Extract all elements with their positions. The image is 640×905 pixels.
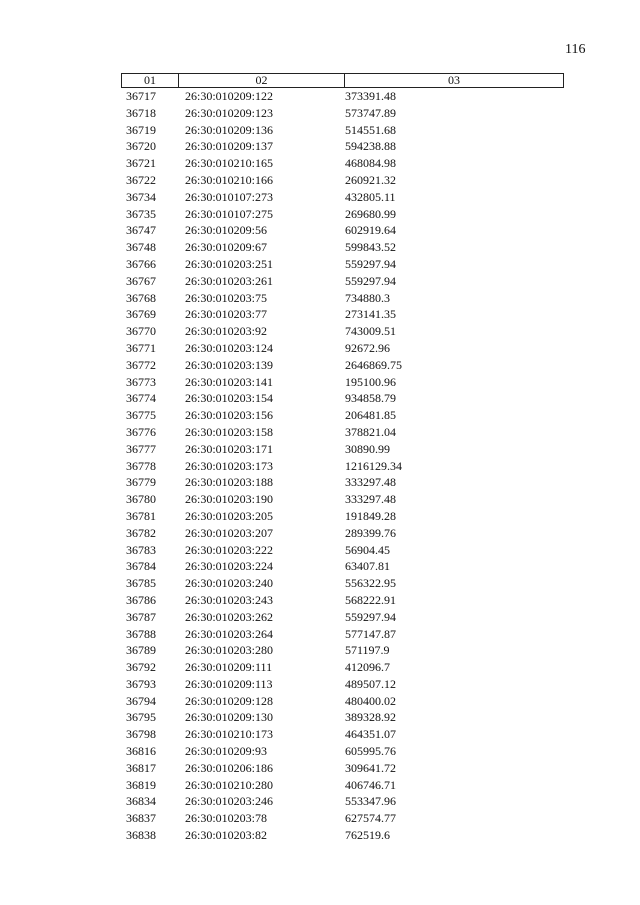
row-number-cell: 36777 xyxy=(126,441,156,456)
cadastral-number-cell: 26:30:010107:275 xyxy=(185,206,274,221)
cadastral-number-cell: 26:30:010206:186 xyxy=(185,760,274,775)
table-row xyxy=(121,458,564,475)
row-number-cell: 36772 xyxy=(126,357,156,372)
cadastral-number-cell: 26:30:010203:78 xyxy=(185,811,268,826)
table-row xyxy=(121,357,564,374)
value-cell: 92672.96 xyxy=(345,340,390,355)
row-number-cell: 36787 xyxy=(126,609,156,624)
cadastral-number-cell: 26:30:010203:262 xyxy=(185,609,274,624)
cadastral-number-cell: 26:30:010203:188 xyxy=(185,475,274,490)
row-number-cell: 36783 xyxy=(126,542,156,557)
table-row xyxy=(121,827,564,844)
cadastral-number-cell: 26:30:010203:139 xyxy=(185,357,274,372)
row-number-cell: 36769 xyxy=(126,307,156,322)
table-row xyxy=(121,508,564,525)
value-cell: 480400.02 xyxy=(345,693,396,708)
value-cell: 309641.72 xyxy=(345,760,396,775)
value-cell: 273141.35 xyxy=(345,307,396,322)
cadastral-number-cell: 26:30:010209:122 xyxy=(185,89,274,103)
table-row xyxy=(121,323,564,340)
table-row xyxy=(121,172,564,189)
value-cell: 602919.64 xyxy=(345,223,396,238)
value-cell: 934858.79 xyxy=(345,391,396,406)
row-number-cell: 36719 xyxy=(126,122,156,137)
cadastral-number-cell: 26:30:010203:240 xyxy=(185,576,274,591)
table-row xyxy=(121,558,564,575)
cadastral-number-cell: 26:30:010209:56 xyxy=(185,223,268,238)
cadastral-number-cell: 26:30:010203:280 xyxy=(185,643,274,658)
row-number-cell: 36718 xyxy=(126,105,156,120)
table-row xyxy=(121,290,564,307)
table-row xyxy=(121,122,564,139)
column-header-01: 01 xyxy=(122,74,179,87)
table-row xyxy=(121,693,564,710)
row-number-cell: 36779 xyxy=(126,475,156,490)
cadastral-number-cell: 26:30:010203:222 xyxy=(185,542,274,557)
cadastral-number-cell: 26:30:010203:205 xyxy=(185,508,274,523)
value-cell: 573747.89 xyxy=(345,105,396,120)
table-row xyxy=(121,743,564,760)
cadastral-number-cell: 26:30:010209:128 xyxy=(185,693,274,708)
table-row xyxy=(121,88,564,105)
row-number-cell: 36816 xyxy=(126,744,156,759)
value-cell: 553347.96 xyxy=(345,794,396,809)
row-number-cell: 36717 xyxy=(126,89,156,103)
value-cell: 412096.7 xyxy=(345,660,390,675)
value-cell: 378821.04 xyxy=(345,424,396,439)
row-number-cell: 36798 xyxy=(126,727,156,742)
value-cell: 559297.94 xyxy=(345,273,396,288)
table-row xyxy=(121,793,564,810)
cadastral-number-cell: 26:30:010203:261 xyxy=(185,273,274,288)
row-number-cell: 36793 xyxy=(126,676,156,691)
row-number-cell: 36775 xyxy=(126,408,156,423)
row-number-cell: 36817 xyxy=(126,760,156,775)
table-row xyxy=(121,542,564,559)
value-cell: 289399.76 xyxy=(345,525,396,540)
cadastral-number-cell: 26:30:010203:251 xyxy=(185,256,274,271)
table-row xyxy=(121,390,564,407)
row-number-cell: 36819 xyxy=(126,777,156,792)
cadastral-number-cell: 26:30:010209:93 xyxy=(185,744,268,759)
column-header-03: 03 xyxy=(448,73,460,87)
table-row xyxy=(121,575,564,592)
row-number-cell: 36720 xyxy=(126,139,156,154)
cadastral-number-cell: 26:30:010210:280 xyxy=(185,777,274,792)
table-row xyxy=(121,306,564,323)
table-row xyxy=(121,239,564,256)
table-row xyxy=(121,374,564,391)
value-cell: 762519.6 xyxy=(345,828,390,843)
table-row xyxy=(121,491,564,508)
row-number-cell: 36773 xyxy=(126,374,156,389)
value-cell: 568222.91 xyxy=(345,592,396,607)
cadastral-number-cell: 26:30:010203:224 xyxy=(185,559,274,574)
value-cell: 191849.28 xyxy=(345,508,396,523)
row-number-cell: 36747 xyxy=(126,223,156,238)
table-row xyxy=(121,256,564,273)
row-number-cell: 36792 xyxy=(126,660,156,675)
value-cell: 30890.99 xyxy=(345,441,390,456)
row-number-cell: 36781 xyxy=(126,508,156,523)
value-cell: 489507.12 xyxy=(345,676,396,691)
cadastral-number-cell: 26:30:010209:137 xyxy=(185,139,274,154)
table-row xyxy=(121,155,564,172)
cadastral-number-cell: 26:30:010203:243 xyxy=(185,592,274,607)
row-number-cell: 36795 xyxy=(126,710,156,725)
value-cell: 195100.96 xyxy=(345,374,396,389)
value-cell: 63407.81 xyxy=(345,559,390,574)
table-header-row xyxy=(121,73,564,88)
table-row xyxy=(121,222,564,239)
row-number-cell: 36767 xyxy=(126,273,156,288)
cadastral-number-cell: 26:30:010210:173 xyxy=(185,727,274,742)
row-number-cell: 36782 xyxy=(126,525,156,540)
table-row xyxy=(121,709,564,726)
cadastral-number-cell: 26:30:010203:92 xyxy=(185,324,268,339)
table-row xyxy=(121,138,564,155)
table-row xyxy=(121,642,564,659)
row-number-cell: 36748 xyxy=(126,240,156,255)
row-number-cell: 36778 xyxy=(126,458,156,473)
row-number-cell: 36735 xyxy=(126,206,156,221)
value-cell: 468084.98 xyxy=(345,156,396,171)
cadastral-number-cell: 26:30:010209:136 xyxy=(185,122,274,137)
cadastral-number-cell: 26:30:010203:141 xyxy=(185,374,274,389)
value-cell: 734880.3 xyxy=(345,290,390,305)
value-cell: 627574.77 xyxy=(345,811,396,826)
row-number-cell: 36837 xyxy=(126,811,156,826)
data-table xyxy=(121,73,564,844)
cadastral-number-cell: 26:30:010107:273 xyxy=(185,189,274,204)
row-number-cell: 36838 xyxy=(126,828,156,843)
table-row xyxy=(121,726,564,743)
value-cell: 333297.48 xyxy=(345,492,396,507)
row-number-cell: 36788 xyxy=(126,626,156,641)
value-cell: 594238.88 xyxy=(345,139,396,154)
cadastral-number-cell: 26:30:010203:171 xyxy=(185,441,274,456)
table-row xyxy=(121,609,564,626)
table-row xyxy=(121,474,564,491)
cadastral-number-cell: 26:30:010209:130 xyxy=(185,710,274,725)
column-header-02: 02 xyxy=(179,74,345,87)
cadastral-number-cell: 26:30:010203:156 xyxy=(185,408,274,423)
row-number-cell: 36785 xyxy=(126,576,156,591)
row-number-cell: 36721 xyxy=(126,156,156,171)
table-row xyxy=(121,777,564,794)
table-row xyxy=(121,206,564,223)
value-cell: 577147.87 xyxy=(345,626,396,641)
value-cell: 559297.94 xyxy=(345,256,396,271)
cadastral-number-cell: 26:30:010203:207 xyxy=(185,525,274,540)
table-row xyxy=(121,340,564,357)
page-number: 116 xyxy=(565,42,586,57)
row-number-cell: 36734 xyxy=(126,189,156,204)
row-number-cell: 36766 xyxy=(126,256,156,271)
table-row xyxy=(121,273,564,290)
row-number-cell: 36771 xyxy=(126,340,156,355)
value-cell: 605995.76 xyxy=(345,744,396,759)
cadastral-number-cell: 26:30:010203:190 xyxy=(185,492,274,507)
row-number-cell: 36776 xyxy=(126,424,156,439)
value-cell: 599843.52 xyxy=(345,240,396,255)
cadastral-number-cell: 26:30:010203:77 xyxy=(185,307,268,322)
value-cell: 373391.48 xyxy=(345,89,396,103)
value-cell: 2646869.75 xyxy=(345,357,402,372)
value-cell: 1216129.34 xyxy=(345,458,402,473)
value-cell: 56904.45 xyxy=(345,542,390,557)
table-row xyxy=(121,676,564,693)
table-row xyxy=(121,424,564,441)
cadastral-number-cell: 26:30:010210:166 xyxy=(185,172,274,187)
cadastral-number-cell: 26:30:010210:165 xyxy=(185,156,274,171)
cadastral-number-cell: 26:30:010203:124 xyxy=(185,340,274,355)
row-number-cell: 36722 xyxy=(126,172,156,187)
value-cell: 743009.51 xyxy=(345,324,396,339)
cadastral-number-cell: 26:30:010209:111 xyxy=(185,660,273,675)
row-number-cell: 36784 xyxy=(126,559,156,574)
cadastral-number-cell: 26:30:010203:82 xyxy=(185,828,268,843)
table-row xyxy=(121,626,564,643)
table-row xyxy=(121,441,564,458)
table-row xyxy=(121,105,564,122)
value-cell: 260921.32 xyxy=(345,172,396,187)
cadastral-number-cell: 26:30:010209:113 xyxy=(185,676,273,691)
cadastral-number-cell: 26:30:010203:154 xyxy=(185,391,274,406)
value-cell: 571197.9 xyxy=(345,643,390,658)
row-number-cell: 36780 xyxy=(126,492,156,507)
value-cell: 406746.71 xyxy=(345,777,396,792)
value-cell: 333297.48 xyxy=(345,475,396,490)
value-cell: 389328.92 xyxy=(345,710,396,725)
cadastral-number-cell: 26:30:010203:264 xyxy=(185,626,274,641)
value-cell: 559297.94 xyxy=(345,609,396,624)
row-number-cell: 36789 xyxy=(126,643,156,658)
value-cell: 206481.85 xyxy=(345,408,396,423)
cadastral-number-cell: 26:30:010203:246 xyxy=(185,794,274,809)
row-number-cell: 36768 xyxy=(126,290,156,305)
row-number-cell: 36770 xyxy=(126,324,156,339)
table-row xyxy=(121,760,564,777)
row-number-cell: 36786 xyxy=(126,592,156,607)
table-row xyxy=(121,525,564,542)
cadastral-number-cell: 26:30:010209:67 xyxy=(185,240,268,255)
value-cell: 514551.68 xyxy=(345,122,396,137)
row-number-cell: 36834 xyxy=(126,794,156,809)
table-row xyxy=(121,810,564,827)
cadastral-number-cell: 26:30:010203:75 xyxy=(185,290,268,305)
cadastral-number-cell: 26:30:010203:173 xyxy=(185,458,274,473)
table-body xyxy=(121,88,564,844)
value-cell: 269680.99 xyxy=(345,206,396,221)
cadastral-number-cell: 26:30:010203:158 xyxy=(185,424,274,439)
cadastral-number-cell: 26:30:010209:123 xyxy=(185,105,274,120)
row-number-cell: 36774 xyxy=(126,391,156,406)
table-row xyxy=(121,659,564,676)
row-number-cell: 36794 xyxy=(126,693,156,708)
table-row xyxy=(121,592,564,609)
table-row xyxy=(121,189,564,206)
value-cell: 432805.11 xyxy=(345,189,396,204)
table-row xyxy=(121,407,564,424)
value-cell: 464351.07 xyxy=(345,727,396,742)
value-cell: 556322.95 xyxy=(345,576,396,591)
